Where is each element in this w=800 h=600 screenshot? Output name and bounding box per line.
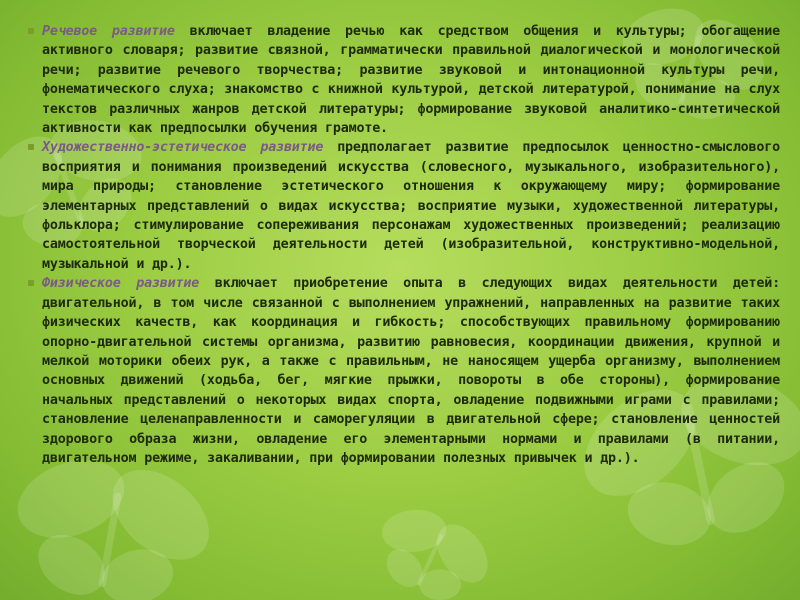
paragraph-speech-development bbox=[28, 22, 780, 138]
paragraph-text: включает приобретение опыта в следующих видах деятельности детей: двигательной, в том числе связанной с выполнением упражнений, направленных на развитие таких физических качеств, как координация и гибкость; способствующих правильному формированию опорно-двигательной системы организма, развитию равновесия, координации движения, крупной и мелкой моторики обеих рук, а также с правильным, не наносящем ущерба организму, выполнением основных движений (ходьба, бег, мягкие прыжки, повороты в обе стороны), формирование начальных представлений о некоторых видах спорта, овладение подвижными играми с правилами; становление целенаправленности и саморегуляции в двигательной сфере; становление ценностей здорового образа жизни, овладение его элементарными нормами и правилами (в питании, двигательном режиме, закаливании, при формировании полезных привычек и др.). bbox=[42, 276, 780, 466]
term-artistic-aesthetic-development: Художественно-эстетическое развитие bbox=[42, 140, 324, 156]
square-bullet-icon bbox=[28, 280, 34, 286]
term-speech-development: Речевое развитие bbox=[42, 24, 175, 39]
paragraph-text: включает владение речью как средством общения и культуры; обогащение активного словаря; развитие связной, грамматически правильной диалогической и монологической речи; развитие речевого творчества; развитие звуковой и интонационной культуры речи, фонематического слуха; знакомство с книжной культурой, детской литературой, понимание на слух текстов различных жанров детской литературы; формирование звуковой аналитико-синтетической активности как предпосылки обучения грамоте. bbox=[42, 24, 780, 137]
paragraph-text: предполагает развитие предпосылок ценностно-смыслового восприятия и понимания произведений искусства (словесного, музыкального, изобразительного), мира природы; становление эстетического отношения к окружающему миру; формирование элементарных представлений о видах искусства; восприятие музыки, художественной литературы, фольклора; стимулирование сопереживания персонажам художественных произведений; реализацию самостоятельной творческой деятельности детей (изобразительной, конструктивно-модельной, музыкальной и др.). bbox=[42, 140, 780, 272]
slide-body bbox=[28, 22, 780, 468]
paragraph-artistic-aesthetic-development bbox=[28, 138, 780, 274]
butterfly-icon bbox=[354, 484, 512, 600]
term-physical-development: Физическое развитие bbox=[42, 276, 200, 292]
square-bullet-icon bbox=[28, 28, 34, 34]
square-bullet-icon bbox=[28, 144, 34, 150]
paragraph-physical-development bbox=[28, 274, 780, 468]
